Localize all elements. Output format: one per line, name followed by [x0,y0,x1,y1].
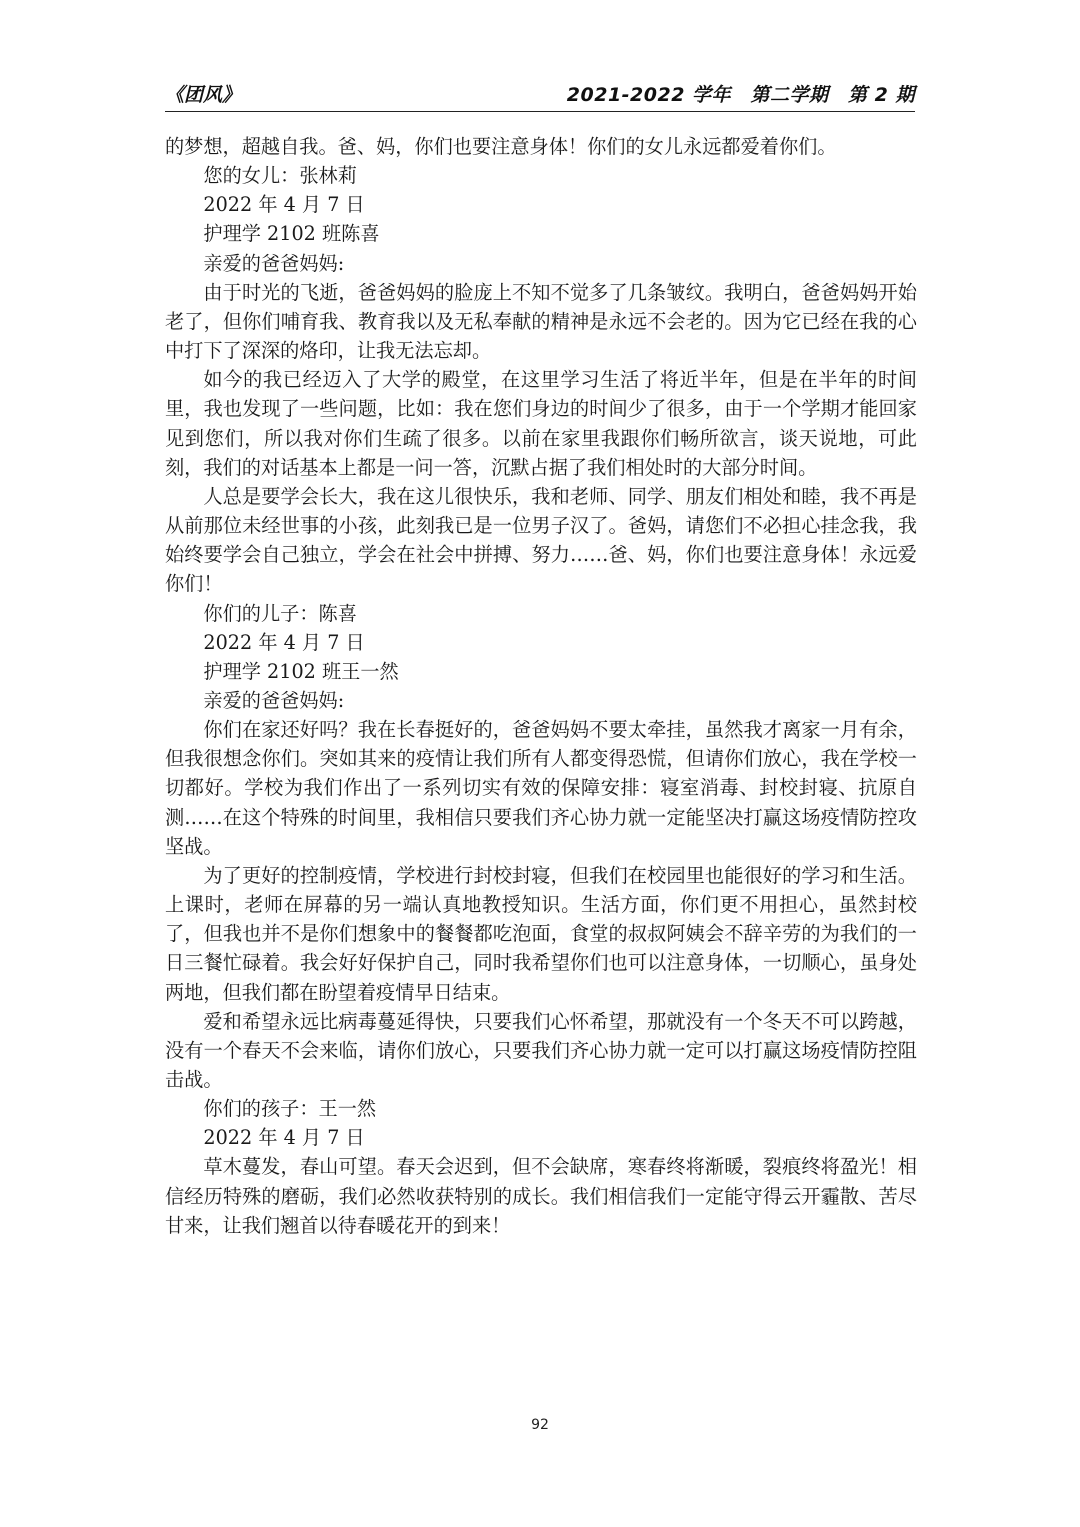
date-line: 2022 年 4 月 7 日 [203,630,365,654]
header-divider [165,111,915,112]
paragraph: 草木蔓发，春山可望。春天会迟到，但不会缺席，寒春终将渐暖，裂痕终将盈光！相信经历特殊的磨砺，我们必然收获特别的成长。我们相信我们一定能守得云开霾散、苦尽甘来，让我们翘首以待春暖花开的到来！ [165,1155,917,1237]
paragraph: 如今的我已经迈入了大学的殿堂，在这里学习生活了将近半年，但是在半年的时间里，我也发现了一些问题，比如：我在您们身边的时间少了很多，由于一个学期才能回家见到您们，所以我对你们生疏了很多。以前在家里我跟你们畅所欲言，谈天说地，可此刻，我们的对话基本上都是一问一答，沉默占据了我们相处时的大部分时间。 [165,368,917,479]
page-header [165,78,915,108]
signature: 你们的儿子：陈喜 [203,601,357,625]
author-line: 护理学 2102 班王一然 [203,659,399,683]
paragraph: 爱和希望永远比病毒蔓延得快，只要我们心怀希望，那就没有一个冬天不可以跨越，没有一个春天不会来临，请你们放心，只要我们齐心协力就一定可以打赢这场疫情防控阻击战。 [165,1009,917,1091]
signature: 你们的孩子：王一然 [203,1097,377,1121]
article-body [165,132,917,1240]
paragraph: 人总是要学会长大，我在这儿很快乐，我和老师、同学、朋友们相处和睦，我不再是从前那位未经世事的小孩，此刻我已是一位男子汉了。爸妈，请您们不必担心挂念我，我始终要学会自己独立，学会在社会中拼搏、努力……爸、妈，你们也要注意身体！永远爱你们！ [165,484,917,596]
salutation: 亲爱的爸爸妈妈: [203,688,345,712]
signature: 您的女儿：张林莉 [203,164,357,188]
paragraph: 你们在家还好吗？我在长春挺好的，爸爸妈妈不要太牵挂，虽然我才离家一月有余，但我很想念你们。突如其来的疫情让我们所有人都变得恐慌，但请你们放心，我在学校一切都好。学校为我们作出了一系列切实有效的保障安排：寝室消毒、封校封寝、抗原自测……在这个特殊的时间里，我相信只要我们齐心协力就一定能坚决打赢这场疫情防控攻坚战。 [165,718,917,858]
page-number: 92 [531,1417,549,1433]
date-line: 2022 年 4 月 7 日 [203,1126,365,1150]
journal-title: 《团风》 [165,84,242,106]
paragraph: 的梦想，超越自我。爸、妈，你们也要注意身体！你们的女儿永远都爱着你们。 [165,135,837,158]
author-line: 护理学 2102 班陈喜 [203,222,380,246]
paragraph: 由于时光的飞逝，爸爸妈妈的脸庞上不知不觉多了几条皱纹。我明白，爸爸妈妈开始老了，但你们哺育我、教育我以及无私奉献的精神是永远不会老的。因为它已经在我的心中打下了深深的烙印，让我无法忘却。 [165,280,917,363]
paragraph: 为了更好的控制疫情，学校进行封校封寝，但我们在校园里也能很好的学习和生活。上课时，老师在屏幕的另一端认真地教授知识。生活方面，你们更不用担心，虽然封校了，但我也并不是你们想象中的餐餐都吃泡面，食堂的叔叔阿姨会不辞辛劳的为我们的一日三餐忙碌着。我会好好保护自己，同时我希望你们也可以注意身体，一切顺心，虽身处两地，但我们都在盼望着疫情早日结束。 [165,863,917,1004]
salutation: 亲爱的爸爸妈妈: [203,251,345,275]
date-line: 2022 年 4 月 7 日 [203,193,365,217]
issue-info: 2021-2022 学年 第二学期 第 2 期 [566,84,915,106]
